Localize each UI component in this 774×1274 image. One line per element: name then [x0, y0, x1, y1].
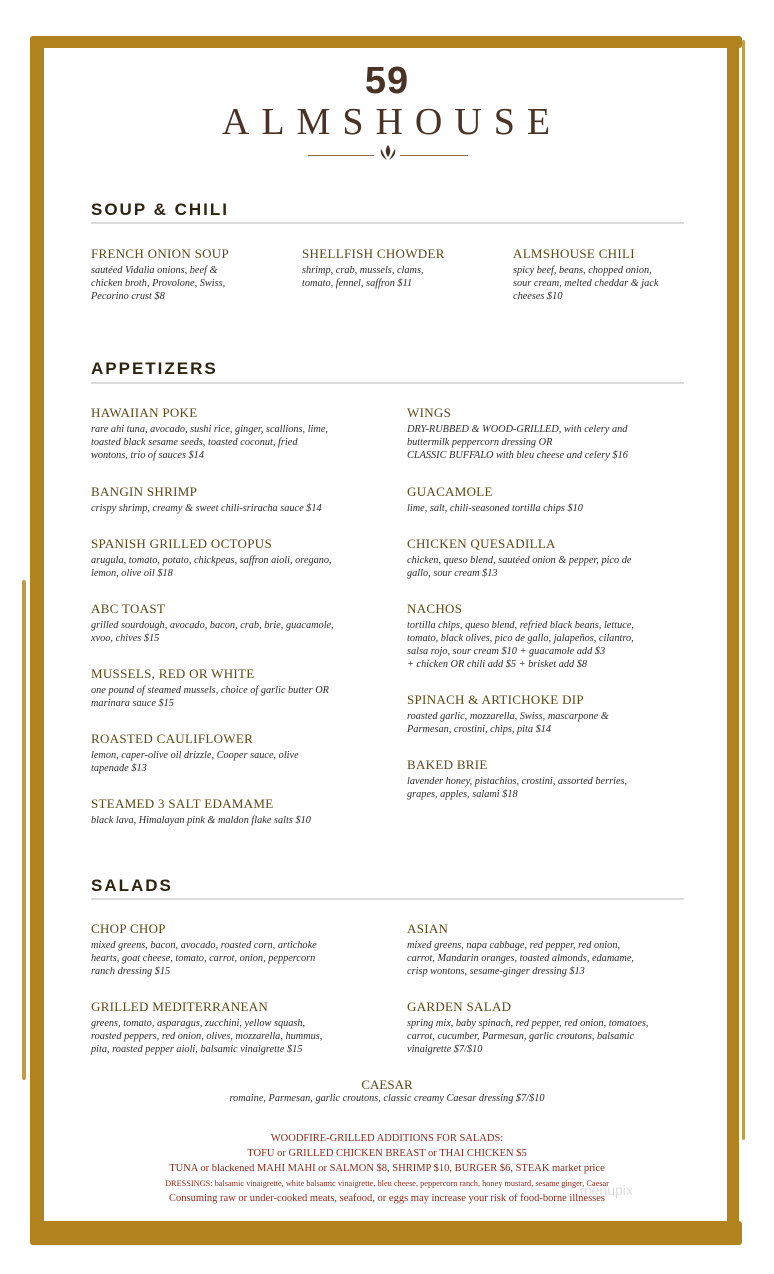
item-description: sautéed Vidalia onions, beef & chicken broth, Provolone, Swiss, Pecorino crust $8 — [91, 265, 226, 302]
item-description: lemon, caper-olive oil drizzle, Cooper sauce, olive tapenade $13 — [91, 750, 299, 774]
additions-heading: WOODFIRE-GRILLED ADDITIONS FOR SALADS: — [270, 1133, 504, 1144]
item-description: chicken, queso blend, sautéed onion & pepper, pico de gallo, sour cream $13 — [407, 555, 632, 579]
item-description: spicy beef, beans, chopped onion, sour cream, melted cheddar & jack cheeses $10 — [513, 265, 659, 302]
frame-left-stroke — [30, 36, 44, 1245]
item-name: SHELLFISH CHOWDER — [302, 246, 445, 261]
menu-item — [91, 405, 391, 462]
section-title-salads: SALADS — [91, 876, 173, 895]
frame-bottom-stroke — [30, 1221, 742, 1245]
flame-icon — [377, 144, 399, 162]
menu-item — [91, 536, 391, 580]
menu-item — [407, 921, 707, 978]
menu-item — [91, 921, 391, 978]
menu-item — [91, 666, 391, 710]
menu-item — [407, 601, 707, 671]
item-name: BAKED BRIE — [407, 757, 488, 772]
item-description: greens, tomato, asparagus, zucchini, yellow squash, roasted peppers, red onion, olives, mozzarella, hummus, pita, roasted pepper aioli, balsamic vinaigrette $15 — [91, 1018, 323, 1055]
item-name: FRENCH ONION SOUP — [91, 246, 230, 261]
salad-additions — [0, 1131, 774, 1206]
item-description: romaine, Parmesan, garlic croutons, classic creamy Caesar dressing $7/$10 — [229, 1093, 545, 1104]
menu-item — [407, 405, 707, 462]
item-name: BANGIN SHRIMP — [91, 484, 198, 499]
item-description: roasted garlic, mozzarella, Swiss, mascarpone & Parmesan, crostini, chips, pita $14 — [407, 711, 609, 735]
item-description: DRY-RUBBED & WOOD-GRILLED, with celery and buttermilk peppercorn dressing OR CLASSIC BUFFALO with bleu cheese and celery $16 — [407, 424, 628, 461]
menu-item — [407, 536, 707, 580]
menu-item — [407, 757, 707, 801]
section-title-soup: SOUP & CHILI — [91, 200, 229, 219]
menu-item — [513, 246, 713, 303]
item-description: arugula, tomato, potato, chickpeas, saffron aioli, oregano, lemon, olive oil $18 — [91, 555, 332, 579]
item-name: ASIAN — [407, 921, 449, 936]
logo-divider-right — [400, 155, 468, 156]
item-name: SPANISH GRILLED OCTOPUS — [91, 536, 272, 551]
frame-right-stroke-accent — [742, 40, 745, 1140]
logo-name: ALMSHOUSE — [221, 101, 563, 143]
item-description: mixed greens, bacon, avocado, roasted corn, artichoke hearts, goat cheese, tomato, carrot, onion, peppercorn ranch dressing $15 — [91, 940, 317, 977]
section-title-appetizers: APPETIZERS — [91, 359, 218, 378]
item-name: WINGS — [407, 405, 452, 420]
menu-item — [302, 246, 502, 290]
menu-item — [91, 601, 391, 645]
menu-item — [91, 246, 291, 303]
menu-item — [91, 731, 391, 775]
frame-top-stroke-accent — [44, 45, 734, 48]
watermark: menupix — [580, 1182, 633, 1198]
item-name: CAESAR — [361, 1077, 413, 1092]
item-description: grilled sourdough, avocado, bacon, crab, brie, guacamole, xvoo, chives $15 — [91, 620, 334, 644]
item-name: SPINACH & ARTICHOKE DIP — [407, 692, 584, 707]
item-name: GUACAMOLE — [407, 484, 493, 499]
logo-divider-left — [308, 155, 374, 156]
menu-item — [407, 999, 707, 1056]
menu-item — [91, 796, 391, 827]
caesar-item — [0, 1077, 774, 1104]
item-name: GARDEN SALAD — [407, 999, 512, 1014]
section-divider-soup — [91, 222, 684, 224]
item-description: spring mix, baby spinach, red pepper, red onion, tomatoes, carrot, cucumber, Parmesan, garlic croutons, balsamic vinaigrette $7/$10 — [407, 1018, 649, 1055]
food-safety-warning: Consuming raw or under-cooked meats, seafood, or eggs may increase your risk of food-borne illnesses — [168, 1193, 605, 1204]
item-name: ABC TOAST — [91, 601, 166, 616]
item-name: ALMSHOUSE CHILI — [513, 246, 635, 261]
item-description: crispy shrimp, creamy & sweet chili-sriracha sauce $14 — [91, 503, 322, 514]
item-name: HAWAIIAN POKE — [91, 405, 198, 420]
menu-item — [91, 999, 391, 1056]
item-name: MUSSELS, RED OR WHITE — [91, 666, 255, 681]
section-divider-appetizers — [91, 382, 684, 384]
item-description: rare ahi tuna, avocado, sushi rice, ginger, scallions, lime, toasted black sesame seeds, toasted coconut, fried wontons, trio of sauces $14 — [91, 424, 328, 461]
item-name: CHICKEN QUESADILLA — [407, 536, 556, 551]
item-description: tortilla chips, queso blend, refried black beans, lettuce, tomato, black olives, pico de gallo, jalapeños, cilantro, salsa rojo, sour cream $10 + guacamole add $3 + chicken OR chili add $5 + brisket add $8 — [407, 620, 634, 670]
additions-line-1: TOFU or GRILLED CHICKEN BREAST or THAI CHICKEN $5 — [247, 1148, 527, 1159]
menu-item — [407, 692, 707, 736]
item-description: one pound of steamed mussels, choice of garlic butter OR marinara sauce $15 — [91, 685, 329, 709]
item-name: CHOP CHOP — [91, 921, 166, 936]
logo-number: 59 — [364, 60, 410, 102]
frame-left-stroke-accent — [22, 580, 26, 1080]
frame-right-stroke — [727, 36, 739, 1245]
menu-item — [91, 484, 391, 515]
item-name: ROASTED CAULIFLOWER — [91, 731, 254, 746]
item-name: NACHOS — [407, 601, 463, 616]
additions-line-2: TUNA or blackened MAHI MAHI or SALMON $8, SHRIMP $10, BURGER $6, STEAK market price — [169, 1163, 605, 1174]
item-description: lavender honey, pistachios, crostini, assorted berries, grapes, apples, salami $18 — [407, 776, 628, 800]
dressings-line: DRESSINGS: balsamic vinaigrette, white balsamic vinaigrette, bleu cheese, peppercorn ranch, honey mustard, sesame ginger, Caesar — [165, 1179, 609, 1188]
item-name: STEAMED 3 SALT EDAMAME — [91, 796, 274, 811]
section-divider-salads — [91, 898, 684, 900]
item-name: GRILLED MEDITERRANEAN — [91, 999, 269, 1014]
menu-item — [407, 484, 707, 515]
item-description: shrimp, crab, mussels, clams, tomato, fennel, saffron $11 — [302, 265, 424, 289]
item-description: lime, salt, chili-seasoned tortilla chips $10 — [407, 503, 583, 514]
item-description: mixed greens, napa cabbage, red pepper, red onion, carrot, Mandarin oranges, toasted almonds, edamame, crisp wontons, sesame-ginger dressing $13 — [407, 940, 634, 977]
item-description: black lava, Himalayan pink & maldon flake salts $10 — [91, 815, 311, 826]
